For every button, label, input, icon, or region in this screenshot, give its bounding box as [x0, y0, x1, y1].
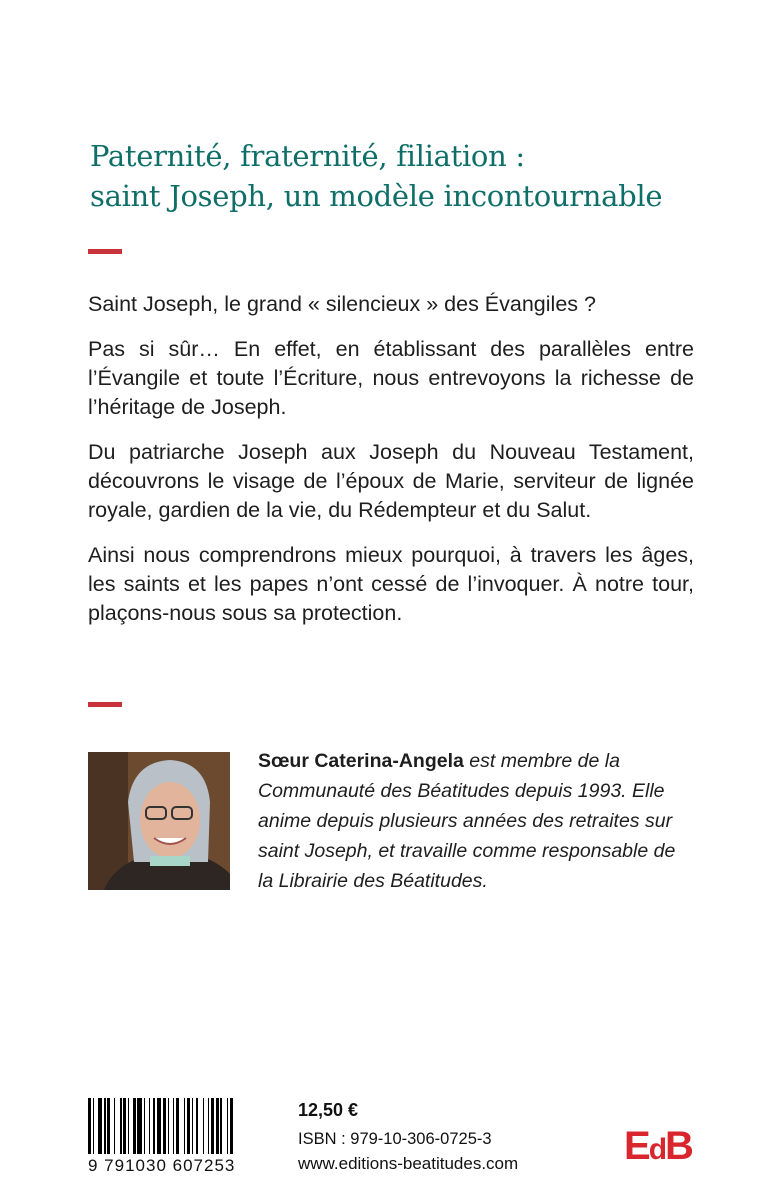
accent-rule-bottom	[88, 702, 122, 707]
publisher-logo: EdB	[624, 1124, 692, 1168]
website: www.editions-beatitudes.com	[298, 1154, 519, 1173]
title-line-1: Paternité, fraternité, filiation :	[90, 139, 525, 173]
author-photo	[88, 752, 230, 890]
isbn: ISBN : 979-10-306-0725-3	[298, 1130, 492, 1148]
barcode-digits: 9 791030 607253	[88, 1156, 236, 1175]
blurb-paragraph-2: Pas si sûr… En effet, en établissant des parallèles entre l’Évangile et toute l’Écriture, nous entrevoyons la richesse de l’héritage de Joseph.	[88, 337, 694, 419]
blurb-paragraph-3: Du patriarche Joseph aux Joseph du Nouveau Testament, découvrons le visage de l’époux de Marie, serviteur de lignée royale, gardien de la vie, du Rédempteur et du Salut.	[88, 440, 694, 522]
book-title	[90, 136, 730, 216]
barcode-space	[233, 1098, 236, 1154]
author-bio	[258, 746, 694, 896]
author-name: Sœur Caterina-Angela	[258, 750, 464, 772]
barcode	[88, 1098, 284, 1174]
barcode-bars	[88, 1098, 284, 1154]
blurb-paragraph-1: Saint Joseph, le grand « silencieux » des Évangiles ?	[88, 292, 596, 316]
price: 12,50 €	[298, 1100, 359, 1120]
accent-rule-top	[88, 249, 122, 254]
title-line-2: saint Joseph, un modèle incontournable	[90, 179, 663, 213]
author-bio-text: est membre de la Communauté des Béatitudes depuis 1993. Elle anime depuis plusieurs années des retraites sur saint Joseph, et travaille comme responsable de la Librairie des Béatitudes.	[258, 750, 676, 892]
blurb	[88, 290, 694, 644]
blurb-paragraph-4: Ainsi nous comprendrons mieux pourquoi, à travers les âges, les saints et les papes n’ont cessé de l’invoquer. À notre tour, plaçons-nous sous sa protection.	[88, 543, 694, 625]
